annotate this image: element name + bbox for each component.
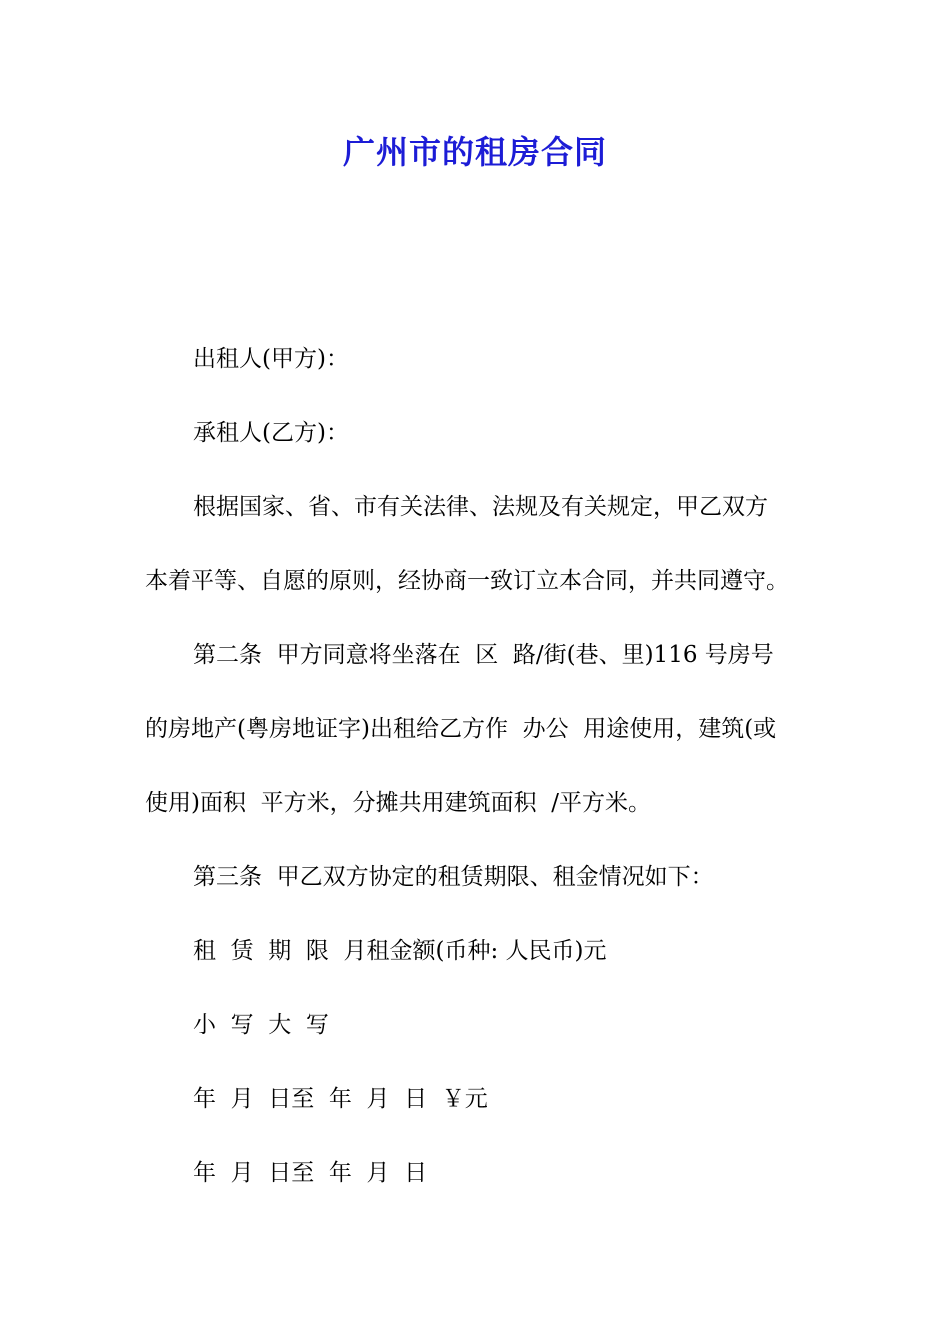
preamble-line-1: 根据国家、省、市有关法律、法规及有关规定，甲乙双方 bbox=[193, 494, 768, 520]
document-body bbox=[145, 335, 810, 1197]
lessee-line: 承租人(乙方)： bbox=[193, 420, 349, 446]
document-title: 广州市的租房合同 bbox=[342, 133, 607, 171]
article-3-line: 第三条 甲乙双方协定的租赁期限、租金情况如下： bbox=[193, 864, 714, 890]
rent-period-row-1: 年 月 日至 年 月 日 ￥元 bbox=[193, 1086, 488, 1112]
rent-table-subheader: 小 写 大 写 bbox=[193, 1012, 329, 1038]
article-2-line-3: 使用)面积 平方米，分摊共用建筑面积 /平方米。 bbox=[145, 790, 651, 816]
article-2-line-1: 第二条 甲方同意将坐落在 区 路/街(巷、里)116 号房号 bbox=[193, 642, 774, 668]
rent-table-header: 租 赁 期 限 月租金额(币种: 人民币)元 bbox=[193, 938, 607, 964]
rent-period-row-2: 年 月 日至 年 月 日 bbox=[193, 1160, 428, 1186]
article-2-line-2: 的房地产(粤房地证字)出租给乙方作 办公 用途使用，建筑(或 bbox=[145, 716, 777, 742]
preamble-line-2: 本着平等、自愿的原则，经协商一致订立本合同，并共同遵守。 bbox=[145, 568, 789, 594]
lessor-line: 出租人(甲方)： bbox=[193, 346, 349, 372]
